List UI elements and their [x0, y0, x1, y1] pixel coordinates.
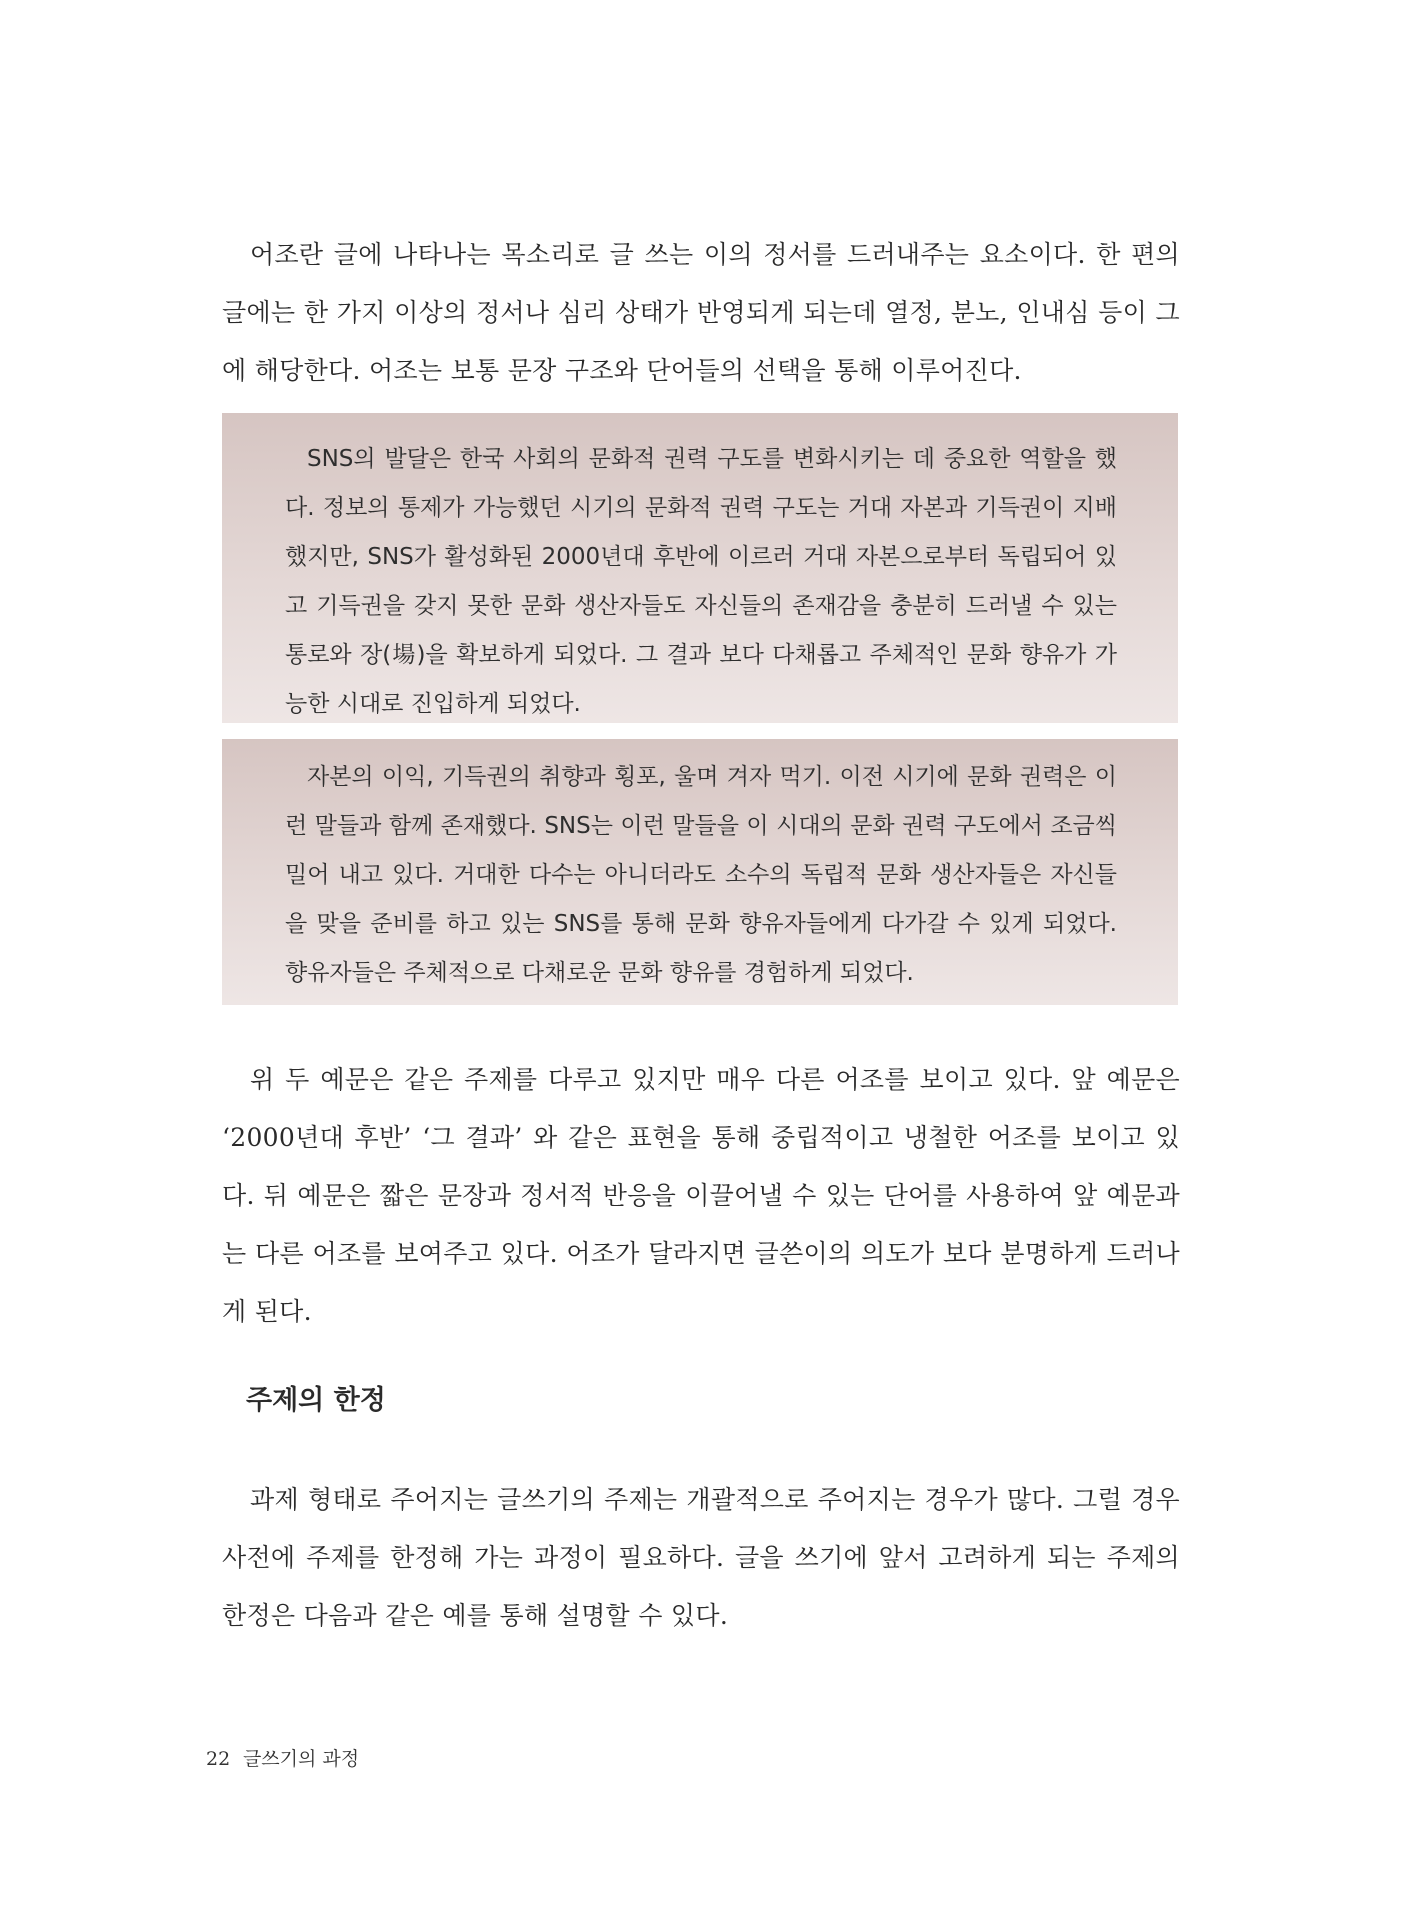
example-box-1: [222, 413, 1178, 723]
example-box-1-text: SNS의 발달은 한국 사회의 문화적 권력 구도를 변화시키는 데 중요한 역할을 했다. 정보의 통제가 가능했던 시기의 문화적 권력 구도는 거대 자본과 기득권이 지배했지만, SNS가 활성화된 2000년대 후반에 이르러 거대 자본으로부터 독립되어 있고 기득권을 갖지 못한 문화 생산자들도 자신들의 존재감을 충분히 드러낼 수 있는 통로와 장(場)을 확보하게 되었다. 그 결과 보다 다채롭고 주체적인 문화 향유가 가능한 시대로 진입하게 되었다.: [285, 446, 1117, 717]
page-number: 22: [206, 1748, 231, 1770]
section-heading: 주제의 한정: [246, 1385, 386, 1416]
example-box-2: [222, 739, 1178, 1005]
section-paragraph: 과제 형태로 주어지는 글쓰기의 주제는 개괄적으로 주어지는 경우가 많다. 그럴 경우 사전에 주제를 한정해 가는 과정이 필요하다. 글을 쓰기에 앞서 고려하게 되는 주제의 한정은 다음과 같은 예를 통해 설명할 수 있다.: [222, 1485, 1180, 1630]
analysis-paragraph: 위 두 예문은 같은 주제를 다루고 있지만 매우 다른 어조를 보이고 있다. 앞 예문은 ‘2000년대 후반’ ‘그 결과’ 와 같은 표현을 통해 중립적이고 냉철한 어조를 보이고 있다. 뒤 예문은 짧은 문장과 정서적 반응을 이끌어낼 수 있는 단어를 사용하여 앞 예문과는 다른 어조를 보여주고 있다. 어조가 달라지면 글쓴이의 의도가 보다 분명하게 드러나게 된다.: [222, 1065, 1180, 1326]
example-box-2-text: 자본의 이익, 기득권의 취향과 횡포, 울며 겨자 먹기. 이전 시기에 문화 권력은 이런 말들과 함께 존재했다. SNS는 이런 말들을 이 시대의 문화 권력 구도에서 조금씩 밀어 내고 있다. 거대한 다수는 아니더라도 소수의 독립적 문화 생산자들은 자신들을 맞을 준비를 하고 있는 SNS를 통해 문화 향유자들에게 다가갈 수 있게 되었다. 향유자들은 주체적으로 다채로운 문화 향유를 경험하게 되었다.: [285, 764, 1117, 986]
intro-paragraph: 어조란 글에 나타나는 목소리로 글 쓰는 이의 정서를 드러내주는 요소이다. 한 편의 글에는 한 가지 이상의 정서나 심리 상태가 반영되게 되는데 열정, 분노, 인내심 등이 그에 해당한다. 어조는 보통 문장 구조와 단어들의 선택을 통해 이루어진다.: [222, 240, 1180, 385]
page-footer: [206, 1744, 359, 1771]
chapter-title: 글쓰기의 과정: [242, 1748, 360, 1770]
